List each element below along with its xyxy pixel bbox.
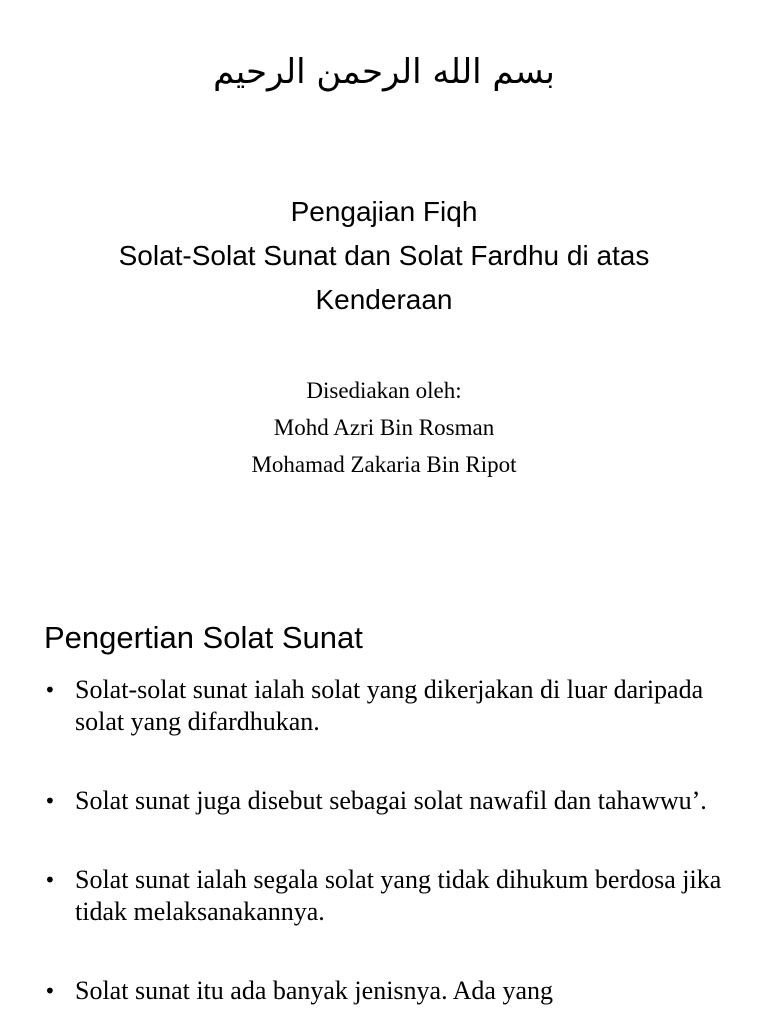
bullet-marker: • [44, 868, 56, 892]
content-slide [0, 576, 768, 1024]
presentation-title [60, 190, 708, 322]
credits-label: Disediakan oleh: [306, 378, 462, 403]
section-heading: Pengertian Solat Sunat [44, 620, 363, 655]
bullet-item [44, 864, 734, 928]
bullet-text: Solat sunat juga disebut sebagai solat nawafil dan tahawwu’. [75, 786, 707, 815]
author-name: Mohamad Zakaria Bin Ripot [251, 452, 517, 477]
bullet-item [44, 785, 734, 817]
bullet-marker: • [44, 789, 56, 813]
bullet-text: Solat-solat sunat ialah solat yang dikerjakan di luar daripada solat yang difardhukan. [75, 675, 704, 736]
bullet-marker: • [44, 979, 56, 1003]
bullet-list [44, 674, 734, 1024]
title-line: Kenderaan [315, 284, 453, 315]
author-credits [0, 372, 768, 483]
title-line: Pengajian Fiqh [290, 196, 478, 227]
basmala-heading: بسم الله الرحمن الرحيم [213, 52, 555, 92]
bullet-text: Solat sunat ialah segala solat yang tidak dihukum berdosa jika tidak melaksanakannya. [75, 865, 722, 926]
author-name: Mohd Azri Bin Rosman [273, 415, 495, 440]
title-line: Solat-Solat Sunat dan Solat Fardhu di atas [118, 240, 650, 271]
bullet-item [44, 674, 734, 738]
bullet-marker: • [44, 678, 56, 702]
bullet-item [44, 975, 734, 1007]
bullet-text: Solat sunat itu ada banyak jenisnya. Ada yang [75, 976, 554, 1005]
